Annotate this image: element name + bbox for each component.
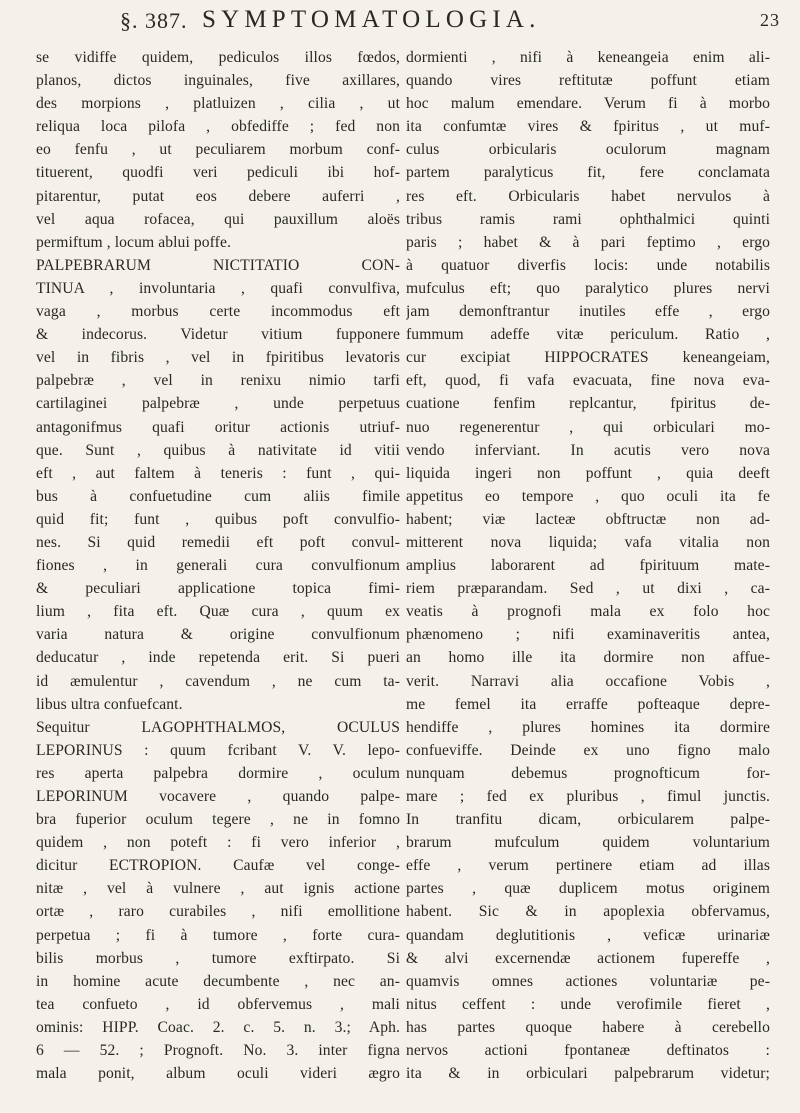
text-line: hendiffe , plures homines ita dormire: [406, 718, 770, 736]
text-line: & indecorus. Videtur vitium fupponere: [36, 326, 400, 344]
text-line: phænomeno ; nifi examinaveritis antea,: [406, 626, 770, 644]
text-line: & peculiari applicatione topica fimi-: [36, 580, 400, 598]
text-line: In tranfitu dicam, orbicularem palpe-: [406, 811, 770, 829]
text-line: LEPORINUM vocavere , quando palpe-: [36, 788, 400, 805]
text-line: quandam deglutitionis , veficæ urinariæ: [406, 926, 770, 944]
text-line: quid fit; funt , quibus poft convulfio-: [36, 510, 400, 528]
text-line: bus à confuetudine cum aliis fimile: [36, 487, 400, 505]
text-line: que. Sunt , quibus à nativitate id vitii: [36, 441, 400, 459]
text-line: eft, quod, fi vafa evacuata, fine nova eva-: [406, 372, 770, 390]
text-line: reliqua loca pilofa , obfediffe ; fed non: [36, 118, 400, 136]
text-line: habent; viæ lacteæ obftructæ non ad-: [406, 510, 770, 528]
text-line: id æmulentur , cavendum , ne cum ta-: [36, 672, 400, 690]
text-line: mala ponit, album oculi videri ægro: [36, 1065, 400, 1083]
text-line: bra fuperior oculum tegere , ne in fomno: [36, 811, 400, 829]
text-line: vaga , morbus certe incommodus eft: [36, 303, 400, 321]
text-line: TINUA , involuntaria , quafi convulfiva,: [36, 279, 400, 297]
text-line: mitterent nova liquida; vafa vitalia non: [406, 533, 770, 551]
text-line: an homo ille ita dormire non affue-: [406, 649, 770, 667]
text-line: amplius laborarent ad fpirituum mate-: [406, 557, 770, 575]
text-line: hoc malum emendare. Verum fi à morbo: [406, 95, 770, 113]
text-line: LEPORINUS : quum fcribant V. V. lepo-: [36, 741, 400, 759]
right-text-column: [406, 46, 770, 1085]
text-line: dormienti , nifi à keneangeia enim ali-: [406, 49, 770, 66]
text-line: res eft. Orbicularis habet nervulos à: [406, 187, 770, 205]
text-line: libus ultra confuefcant.: [36, 695, 183, 713]
text-line: confueviffe. Deinde ex uno figno malo: [406, 741, 770, 759]
text-line: antagonifmus quafi oritur actionis utriuf-: [36, 418, 400, 436]
text-line: à quatuor diverfis locis: unde notabilis: [406, 256, 770, 274]
text-line: nes. Si quid remedii eft poft convul-: [36, 533, 400, 551]
text-line: vel aqua rofacea, qui pauxillum aloës: [36, 210, 400, 228]
running-title: SYMPTOMATOLOGIA.: [202, 6, 541, 33]
text-line: verit. Narravi alia occafione Vobis ,: [406, 672, 770, 690]
text-line: pitarentur, putat eos debere auferri ,: [36, 187, 400, 205]
text-line: nitæ , vel à vulnere , aut ignis actione: [36, 880, 400, 898]
text-line: paris ; habet & à pari feptimo , ergo: [406, 233, 770, 251]
running-header: [120, 6, 780, 40]
text-line: quando vires reftitutæ poffunt etiam: [406, 72, 770, 90]
text-line: ita & in orbiculari palpebrarum videtur;: [406, 1065, 770, 1083]
text-line: riem præparandam. Sed , ut dixi , ca-: [406, 580, 770, 598]
text-line: dicitur ECTROPION. Caufæ vel conge-: [36, 857, 400, 875]
text-line: veatis à prognofi mala ex folo hoc: [406, 603, 770, 621]
text-line: has partes quoque habere à cerebello: [406, 1018, 770, 1036]
text-line: quamvis omnes actiones voluntariæ pe-: [406, 972, 770, 990]
text-line: cartilaginei palpebræ , unde perpetuus: [36, 395, 400, 413]
text-line: nunquam debemus prognofticum for-: [406, 764, 770, 782]
text-line: eft , aut faltem à teneris : funt , qui-: [36, 464, 400, 482]
page-number: 23: [760, 10, 780, 30]
text-line: tituerent, quodfi veri pediculi ibi hof-: [36, 164, 400, 182]
text-line: vendo inferviant. In acutis vero nova: [406, 441, 770, 459]
text-line: permiftum , locum ablui poffe.: [36, 233, 231, 251]
column-gutter: [398, 50, 399, 1090]
section-number: §. 387.: [120, 8, 188, 33]
text-line: partes , quæ duplicem motus originem: [406, 880, 770, 898]
text-line: liquida ingeri non poffunt , quia deeft: [406, 464, 770, 482]
text-line: tea confueto , id obfervemus , mali: [36, 995, 400, 1013]
text-line: palpebræ , vel in renixu nimio tarfi: [36, 372, 400, 390]
text-line: ita confumtæ vires & fpiritus , ut muf-: [406, 118, 770, 136]
text-line: lium , fita eft. Quæ cura , quum ex: [36, 603, 400, 621]
text-line: in homine acute decumbente , nec an-: [36, 972, 400, 990]
text-line: nitus ceffent : unde verofimile fieret ,: [406, 995, 770, 1013]
left-text-column: [36, 46, 400, 1085]
text-line: fiones , in generali cura convulfionum: [36, 557, 400, 575]
text-line: eo fenfu , ut peculiarem morbum conf-: [36, 141, 400, 159]
text-line: jam demonftrantur inutiles effe , ergo: [406, 303, 770, 321]
text-line: 6 — 52. ; Prognoft. No. 3. inter figna: [36, 1042, 400, 1060]
text-line: quidem , non poteft : fi vero inferior ,: [36, 834, 400, 852]
text-line: bilis morbus , tumore exftirpato. Si: [36, 949, 400, 967]
text-line: mufculus eft; quo paralytico plures nervi: [406, 279, 770, 297]
text-line: deducatur , inde repetenda erit. Si pueri: [36, 649, 400, 667]
text-line: perpetua ; fi à tumore , forte cura-: [36, 926, 400, 944]
text-line: effe , verum pertinere etiam ad illas: [406, 857, 770, 875]
text-line: ominis: HIPP. Coac. 2. c. 5. n. 3.; Aph.: [36, 1018, 400, 1036]
text-line: appetitus eo tempore , quo oculi ita fe: [406, 487, 770, 505]
text-line: habent. Sic & in apoplexia obfervamus,: [406, 903, 770, 921]
text-line: cuatione fenfim replcantur, fpiritus de-: [406, 395, 770, 413]
text-line: brarum mufculum quidem voluntarium: [406, 834, 770, 852]
text-line: me femel ita erraffe pofteaque depre-: [406, 695, 770, 713]
text-line: se vidiffe quidem, pediculos illos fœdos,: [36, 49, 400, 66]
text-line: nervos actioni fpontaneæ deftinatos :: [406, 1042, 770, 1060]
text-line: varia natura & origine convulfionum: [36, 626, 400, 644]
text-line: culus orbicularis oculorum magnam: [406, 141, 770, 159]
text-line: PALPEBRARUM NICTITATIO CON-: [36, 256, 400, 274]
text-line: mare ; fed ex pluribus , fimul junctis.: [406, 788, 770, 805]
text-line: & alvi excernendæ actionem fupereffe ,: [406, 949, 770, 967]
text-line: tribus ramis rami ophthalmici quinti: [406, 210, 770, 228]
text-line: ortæ , raro curabiles , nifi emollitione: [36, 903, 400, 921]
text-line: nuo regenerentur , qui orbiculari mo-: [406, 418, 770, 436]
text-line: planos, dictos inguinales, five axillares,: [36, 72, 400, 90]
text-line: des morpions , platluizen , cilia , ut: [36, 95, 400, 113]
text-line: res aperta palpebra dormire , oculum: [36, 764, 400, 782]
text-line: Sequitur LAGOPHTHALMOS, OCULUS: [36, 718, 400, 736]
text-line: fummum adeffe vitæ periculum. Ratio ,: [406, 326, 770, 344]
text-line: vel in fibris , vel in fpiritibus levatoris: [36, 349, 400, 367]
text-line: cur excipiat HIPPOCRATES keneangeiam,: [406, 349, 770, 367]
text-line: partem paralyticus fit, fere conclamata: [406, 164, 770, 182]
